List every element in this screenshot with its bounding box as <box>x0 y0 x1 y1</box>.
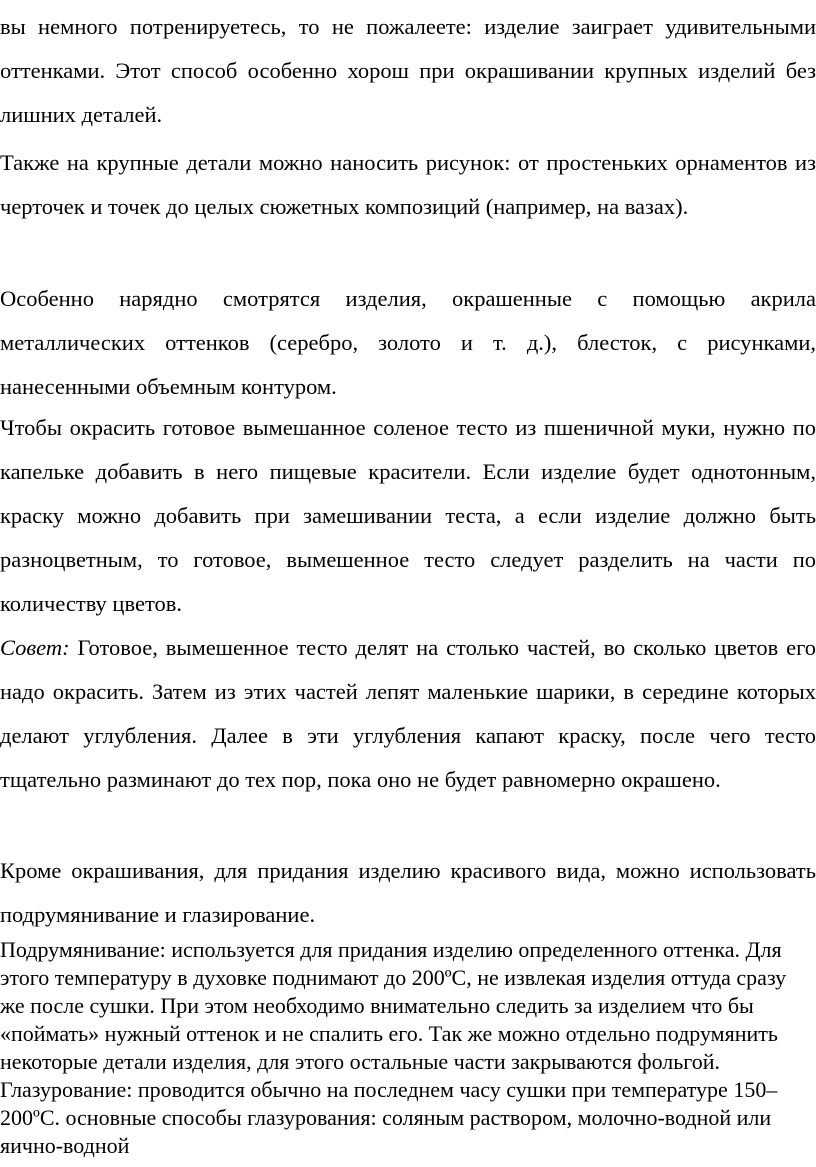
paragraph-intro-continuation: вы немного потренируетесь, то не пожалеете: изделие заиграет удивительными оттенками. Этот способ особенно хорош при окрашивании крупных изделий без лишних деталей. <box>0 14 816 127</box>
tip-label: Совет: <box>0 635 70 660</box>
paragraph-metallic-acrylic: Особенно нарядно смотрятся изделия, окрашенные с помощью акрила металлических оттенков (серебро, золото и т. д.), блесток, с рисунками, нанесенными объемным контуром. <box>0 286 816 399</box>
paragraph-browning-glazing-intro: Кроме окрашивания, для придания изделию красивого вида, можно использовать подрумянивание и глазирование. <box>0 858 816 927</box>
paragraph-pattern-painting: Также на крупные детали можно наносить рисунок: от простеньких орнаментов из черточек и точек до целых сюжетных композиций (например, на вазах). <box>0 150 816 219</box>
paragraph-dough-coloring: Чтобы окрасить готовое вымешанное соленое тесто из пшеничной муки, нужно по капельке добавить в него пищевые красители. Если изделие будет однотонным, краску можно добавить при замешивании теста, а если изделие должно быть разноцветным, то готовое, вымешенное тесто следует разделить на части по количеству цветов. <box>0 415 816 616</box>
tip-text: Готовое, вымешенное тесто делят на столько частей, во сколько цветов его надо окрасить. Затем из этих частей лепят маленькие шарики, в середине которых делают углубления. Далее в эти углубления капают краску, после чего тесто тщательно разминают до тех пор, пока оно не будет равномерно окрашено. <box>0 635 816 792</box>
paragraph-tip <box>0 626 816 802</box>
paragraph-browning-glazing-details: Подрумянивание: используется для придания изделию определенного оттенка. Для этого температуру в духовке поднимают до 200ºС, не извлекая изделия оттуда сразу же после сушки. При этом необходимо внимательно следить за изделием что бы «поймать» нужный оттенок и не спалить его. Так же можно отдельно подрумянить некоторые детали изделия, для этого остальные части закрываются фольгой. Глазурование: проводится обычно на последнем часу сушки при температуре 150–200ºС. основные способы глазурования: соляным раствором, молочно-водной или яично-водной <box>0 937 787 1158</box>
